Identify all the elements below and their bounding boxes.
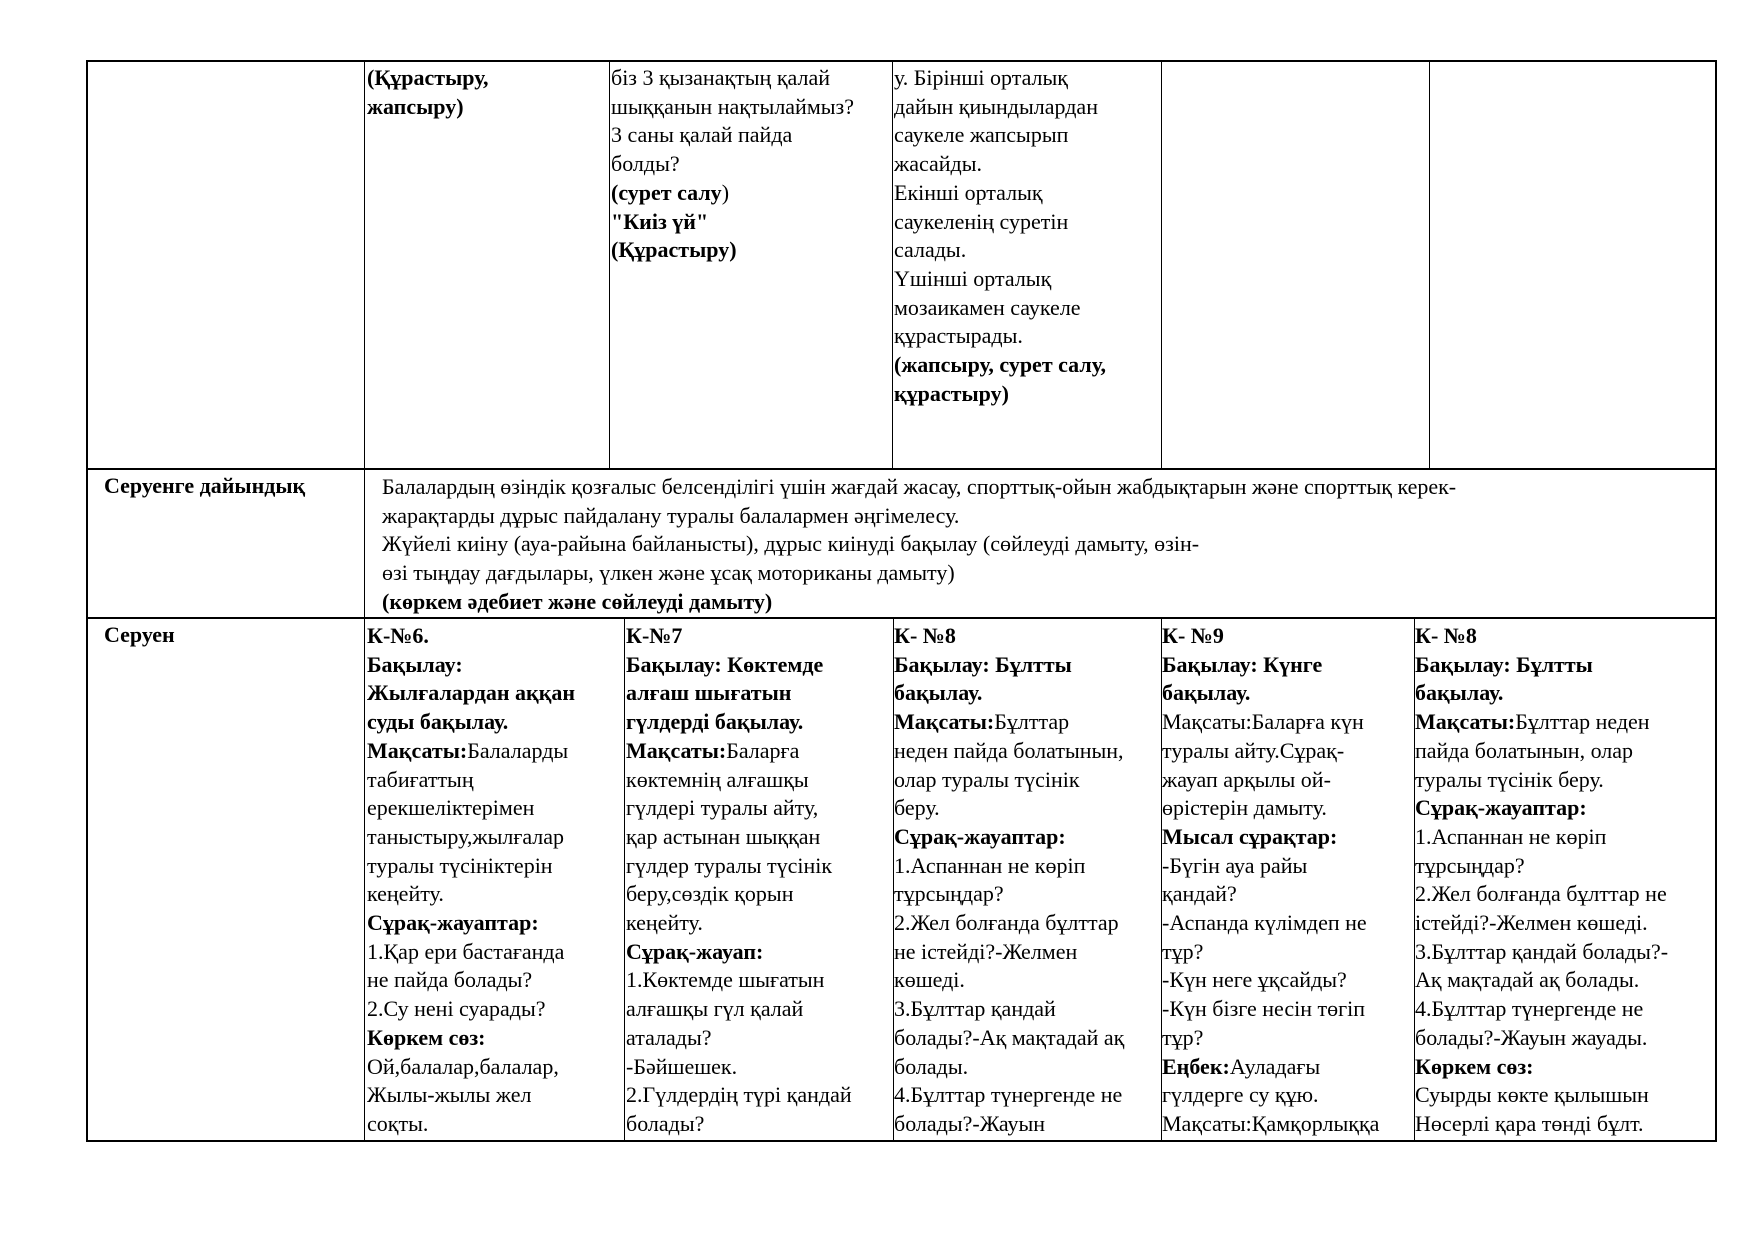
regular-text: 4.Бұлттар түнергенде не bbox=[1415, 996, 1644, 1022]
text-line bbox=[367, 93, 489, 122]
text-line bbox=[626, 766, 852, 795]
text-line bbox=[1162, 794, 1379, 823]
regular-text: у. Бірінші орталық bbox=[894, 65, 1068, 90]
regular-text: гүлдерге су құю. bbox=[1162, 1082, 1319, 1108]
regular-text: 2.Жел болғанда бұлттар не bbox=[1415, 881, 1667, 907]
bold-text: Сұрақ-жауаптар: bbox=[367, 910, 539, 936]
text-line bbox=[894, 93, 1106, 122]
regular-text: өзі тыңдау дағдылары, үлкен және ұсақ моториканы дамыту) bbox=[382, 560, 955, 586]
regular-text: кеңейту. bbox=[367, 881, 444, 907]
regular-text: 1.Көктемде шығатын bbox=[626, 967, 825, 993]
text-line bbox=[1415, 1110, 1668, 1139]
text-line bbox=[894, 880, 1124, 909]
top-cell-2 bbox=[611, 64, 854, 265]
text-line bbox=[367, 1024, 575, 1053]
regular-text: 2.Гүлдердің түрі қандай bbox=[626, 1082, 852, 1108]
regular-text: 3 саны қалай пайда bbox=[611, 122, 793, 148]
text-line bbox=[894, 651, 1124, 680]
text-line bbox=[626, 938, 852, 967]
bold-text: құрастыру) bbox=[894, 380, 1009, 406]
regular-text: Бұлттар неден bbox=[1515, 709, 1650, 735]
regular-text: Баларға bbox=[726, 737, 800, 763]
text-line bbox=[1415, 737, 1668, 766]
bold-text: (Құрастыру, bbox=[367, 65, 489, 90]
text-line bbox=[626, 651, 852, 680]
text-line bbox=[611, 208, 854, 237]
bold-text: Сұрақ-жауаптар: bbox=[1415, 795, 1587, 821]
text-line bbox=[367, 909, 575, 938]
text-line bbox=[1415, 651, 1668, 680]
text-line bbox=[626, 1081, 852, 1110]
text-line bbox=[367, 938, 575, 967]
text-line bbox=[1415, 995, 1668, 1024]
text-line bbox=[1162, 1053, 1379, 1082]
regular-text: Ой,балалар,балалар, bbox=[367, 1053, 559, 1079]
text-line bbox=[626, 909, 852, 938]
bold-text: Еңбек: bbox=[1162, 1053, 1230, 1079]
regular-text: болады. bbox=[894, 1053, 969, 1079]
bold-text: Көркем сөз: bbox=[367, 1024, 486, 1050]
bold-text: гүлдерді бақылау. bbox=[626, 709, 804, 735]
walk-row-label: Серуен bbox=[104, 622, 175, 647]
text-line bbox=[894, 236, 1106, 265]
regular-text: Үшінші орталық bbox=[894, 265, 1052, 291]
text-line bbox=[367, 679, 575, 708]
text-line bbox=[611, 179, 854, 208]
bold-text: Мақсаты: bbox=[626, 737, 727, 763]
text-line bbox=[611, 93, 854, 122]
text-line bbox=[894, 679, 1124, 708]
regular-text: Жылы-жылы жел bbox=[367, 1082, 532, 1108]
regular-text: -Аспанда күлімдеп не bbox=[1162, 910, 1367, 936]
regular-text: істейді?-Желмен көшеді. bbox=[1415, 910, 1648, 936]
regular-text: -Бүгін ауа райы bbox=[1162, 852, 1308, 878]
regular-text: кеңейту. bbox=[626, 910, 703, 936]
text-line bbox=[367, 1081, 575, 1110]
bold-text: бақылау. bbox=[1415, 680, 1504, 706]
bold-text: Сұрақ-жауап: bbox=[626, 938, 764, 964]
regular-text: 3.Бұлттар қандай болады?- bbox=[1415, 938, 1669, 964]
regular-text: жауап арқылы ой- bbox=[1162, 766, 1331, 792]
text-line bbox=[1162, 880, 1379, 909]
text-line bbox=[1415, 622, 1668, 651]
table-border-right bbox=[1715, 60, 1717, 1142]
text-line bbox=[382, 530, 1456, 559]
bold-text: (көркем әдебиет және сөйлеуді дамыту) bbox=[382, 588, 773, 614]
text-line bbox=[894, 852, 1124, 881]
regular-text: ) bbox=[721, 179, 730, 205]
regular-text: туралы түсініктерін bbox=[367, 852, 553, 878]
regular-text: гүлдер туралы түсінік bbox=[626, 852, 833, 878]
regular-text: қар астынан шыққан bbox=[626, 823, 821, 849]
regular-text: Балалардың өзіндік қозғалыс белсенділігі үшін жағдай жасау, спорттық-ойын жабдықтарын және спорттық керек- bbox=[382, 474, 1457, 499]
text-line bbox=[382, 473, 1456, 502]
regular-text: табиғаттың bbox=[367, 766, 474, 792]
regular-text: тұрсыңдар? bbox=[894, 881, 1004, 907]
regular-text: Балаларды bbox=[467, 737, 569, 763]
top-cell-1 bbox=[367, 64, 489, 121]
text-line bbox=[1415, 1024, 1668, 1053]
text-line bbox=[894, 351, 1106, 380]
text-line bbox=[367, 737, 575, 766]
text-line bbox=[626, 852, 852, 881]
text-line bbox=[894, 938, 1124, 967]
regular-text: туралы түсінік беру. bbox=[1415, 766, 1604, 792]
text-line bbox=[1162, 679, 1379, 708]
text-line bbox=[1415, 1053, 1668, 1082]
text-line bbox=[367, 794, 575, 823]
regular-text: саукеленің суретін bbox=[894, 208, 1069, 234]
text-line bbox=[626, 794, 852, 823]
text-line bbox=[611, 236, 854, 265]
regular-text: жарақтарды дұрыс пайдалану туралы балалармен әңгімелесу. bbox=[382, 502, 960, 528]
text-line bbox=[367, 622, 575, 651]
text-line bbox=[1415, 938, 1668, 967]
table-border-top bbox=[86, 60, 1717, 62]
regular-text: тұр? bbox=[1162, 1024, 1204, 1050]
bold-text: Бақылау: Күнге bbox=[1162, 651, 1323, 677]
text-line bbox=[382, 502, 1456, 531]
top-col-divider-1 bbox=[609, 60, 610, 468]
text-line bbox=[367, 852, 575, 881]
text-line bbox=[894, 121, 1106, 150]
text-line bbox=[382, 559, 1456, 588]
regular-text: таныстыру,жылғалар bbox=[367, 823, 565, 849]
text-line bbox=[367, 766, 575, 795]
prep-row-text bbox=[382, 473, 1456, 617]
text-line bbox=[894, 265, 1106, 294]
top-col-divider-4 bbox=[1429, 60, 1430, 468]
text-line bbox=[626, 823, 852, 852]
top-col-divider-3 bbox=[1161, 60, 1162, 468]
table-border-bottom bbox=[86, 1140, 1717, 1142]
text-line bbox=[1415, 766, 1668, 795]
regular-text: Бұлттар bbox=[994, 709, 1070, 735]
text-line bbox=[894, 737, 1124, 766]
regular-text: біз 3 қызанақтың қалай bbox=[611, 65, 830, 90]
regular-text: өрістерін дамыту. bbox=[1162, 795, 1327, 821]
top-cell-3 bbox=[894, 64, 1106, 408]
bold-text: Мысал сұрақтар: bbox=[1162, 823, 1338, 849]
text-line bbox=[894, 322, 1106, 351]
bold-text: Мақсаты: bbox=[894, 709, 995, 735]
regular-text: салады. bbox=[894, 237, 967, 263]
walk-cell-2 bbox=[626, 622, 852, 1139]
bold-text: Жылғалардан аққан bbox=[367, 680, 576, 706]
regular-text: -Бәйшешек. bbox=[626, 1053, 738, 1079]
top-col-divider-2 bbox=[892, 60, 893, 468]
regular-text: пайда болатынын, олар bbox=[1415, 737, 1634, 763]
bold-text: алғаш шығатын bbox=[626, 680, 792, 706]
regular-text: шыққанын нақтылаймыз? bbox=[611, 93, 854, 119]
text-line bbox=[367, 823, 575, 852]
label-column-divider bbox=[364, 60, 365, 1142]
regular-text: беру,сөздік қорын bbox=[626, 881, 794, 907]
bold-text: "Киіз үй" bbox=[611, 208, 709, 234]
regular-text: -Күн неге ұқсайды? bbox=[1162, 967, 1347, 993]
text-line bbox=[1162, 622, 1379, 651]
text-line bbox=[1162, 1024, 1379, 1053]
text-line bbox=[626, 1110, 852, 1139]
text-line bbox=[1162, 823, 1379, 852]
text-line bbox=[894, 823, 1124, 852]
regular-text: 1.Қар ери бастағанда bbox=[367, 938, 565, 964]
text-line bbox=[894, 966, 1124, 995]
regular-text: соқты. bbox=[367, 1110, 429, 1136]
regular-text: 3.Бұлттар қандай bbox=[894, 996, 1056, 1022]
regular-text: аталады? bbox=[626, 1024, 712, 1050]
text-line bbox=[894, 179, 1106, 208]
regular-text: құрастырады. bbox=[894, 323, 1023, 349]
text-line bbox=[894, 909, 1124, 938]
text-line bbox=[894, 1081, 1124, 1110]
text-line bbox=[367, 1110, 575, 1139]
regular-text: тұрсыңдар? bbox=[1415, 852, 1525, 878]
bold-text: бақылау. bbox=[894, 680, 983, 706]
text-line bbox=[1162, 737, 1379, 766]
regular-text: алғашқы гүл қалай bbox=[626, 996, 804, 1022]
regular-text: болады?-Жауын жауады. bbox=[1415, 1024, 1648, 1050]
text-line bbox=[894, 622, 1124, 651]
bold-text: (сурет салу bbox=[611, 179, 722, 205]
text-line bbox=[894, 64, 1106, 93]
bold-text: (Құрастыру) bbox=[611, 237, 737, 263]
text-line bbox=[1162, 1110, 1379, 1139]
text-line bbox=[1162, 909, 1379, 938]
bold-text: Мақсаты: bbox=[1415, 709, 1516, 735]
walk-col-divider-1 bbox=[624, 619, 625, 1140]
text-line bbox=[1162, 995, 1379, 1024]
text-line bbox=[894, 380, 1106, 409]
bold-text: Бақылау: Бұлтты bbox=[1415, 651, 1593, 677]
regular-text: Суырды көкте қылышын bbox=[1415, 1082, 1649, 1108]
regular-text: -Күн бізге несін төгіп bbox=[1162, 996, 1366, 1022]
bold-text: (жапсыру, сурет салу, bbox=[894, 352, 1106, 378]
bold-text: Мақсаты: bbox=[367, 737, 468, 763]
regular-text: қандай? bbox=[1162, 881, 1237, 907]
bold-text: бақылау. bbox=[1162, 680, 1251, 706]
regular-text: не істейді?-Желмен bbox=[894, 938, 1078, 964]
text-line bbox=[1415, 823, 1668, 852]
text-line bbox=[611, 150, 854, 179]
regular-text: туралы айту.Сұрақ- bbox=[1162, 737, 1345, 763]
text-line bbox=[894, 294, 1106, 323]
regular-text: саукеле жапсырып bbox=[894, 122, 1069, 148]
text-line bbox=[1162, 651, 1379, 680]
bold-text: К-№7 bbox=[626, 623, 683, 648]
text-line bbox=[626, 679, 852, 708]
text-line bbox=[1415, 1081, 1668, 1110]
regular-text: тұр? bbox=[1162, 938, 1204, 964]
text-line bbox=[1162, 708, 1379, 737]
text-line bbox=[611, 121, 854, 150]
regular-text: көктемнің алғашқы bbox=[626, 766, 809, 792]
text-line bbox=[1415, 852, 1668, 881]
text-line bbox=[626, 880, 852, 909]
walk-cell-1 bbox=[367, 622, 575, 1139]
bold-text: К- №8 bbox=[1415, 623, 1477, 648]
regular-text: беру. bbox=[894, 795, 940, 821]
regular-text: 1.Аспаннан не көріп bbox=[894, 852, 1086, 878]
regular-text: Нөсерлі қара төнді бұлт. bbox=[1415, 1110, 1644, 1136]
regular-text: неден пайда болатынын, bbox=[894, 737, 1124, 763]
bold-text: К-№6. bbox=[367, 623, 429, 648]
text-line bbox=[894, 208, 1106, 237]
text-line bbox=[894, 1053, 1124, 1082]
regular-text: Екінші орталық bbox=[894, 179, 1043, 205]
bold-text: К- №8 bbox=[894, 623, 956, 648]
text-line bbox=[626, 708, 852, 737]
text-line bbox=[626, 1024, 852, 1053]
row-divider-2 bbox=[86, 617, 1717, 619]
regular-text: Ауладағы bbox=[1229, 1053, 1321, 1079]
regular-text: Мақсаты:Қамқорлыққа bbox=[1162, 1110, 1380, 1136]
text-line bbox=[367, 64, 489, 93]
regular-text: Жүйелі киіну (ауа-райына байланысты), дұрыс киінуді бақылау (сөйлеуді дамыту, өзін- bbox=[382, 531, 1200, 557]
text-line bbox=[894, 1110, 1124, 1139]
regular-text: жасайды. bbox=[894, 151, 983, 177]
text-line bbox=[1415, 794, 1668, 823]
row-divider-1 bbox=[86, 468, 1717, 470]
regular-text: болады?-Жауын bbox=[894, 1110, 1046, 1136]
text-line bbox=[894, 708, 1124, 737]
bold-text: Бақылау: Көктемде bbox=[626, 651, 824, 677]
text-line bbox=[367, 880, 575, 909]
regular-text: Мақсаты:Баларға күн bbox=[1162, 709, 1364, 735]
text-line bbox=[626, 966, 852, 995]
text-line bbox=[626, 622, 852, 651]
text-line bbox=[1162, 1081, 1379, 1110]
text-line bbox=[367, 966, 575, 995]
text-line bbox=[1162, 852, 1379, 881]
text-line bbox=[1415, 909, 1668, 938]
regular-text: 1.Аспаннан не көріп bbox=[1415, 823, 1607, 849]
regular-text: мозаикамен саукеле bbox=[894, 294, 1081, 320]
text-line bbox=[611, 64, 854, 93]
bold-text: Көркем сөз: bbox=[1415, 1053, 1534, 1079]
regular-text: ерекшеліктерімен bbox=[367, 795, 535, 821]
text-line bbox=[894, 995, 1124, 1024]
text-line bbox=[894, 150, 1106, 179]
regular-text: 4.Бұлттар түнергенде не bbox=[894, 1082, 1123, 1108]
bold-text: Бақылау: bbox=[367, 651, 463, 677]
text-line bbox=[626, 995, 852, 1024]
regular-text: гүлдері туралы айту, bbox=[626, 795, 819, 821]
text-line bbox=[1415, 966, 1668, 995]
text-line bbox=[1415, 880, 1668, 909]
regular-text: болады? bbox=[626, 1110, 705, 1136]
walk-cell-4 bbox=[1162, 622, 1379, 1139]
bold-text: К- №9 bbox=[1162, 623, 1224, 648]
text-line bbox=[1415, 679, 1668, 708]
walk-cell-3 bbox=[894, 622, 1124, 1139]
table-border-left bbox=[86, 60, 88, 1142]
bold-text: суды бақылау. bbox=[367, 709, 509, 735]
regular-text: болады?-Ақ мақтадай ақ bbox=[894, 1024, 1125, 1050]
text-line bbox=[894, 766, 1124, 795]
text-line bbox=[1162, 766, 1379, 795]
regular-text: болды? bbox=[611, 151, 680, 177]
regular-text: көшеді. bbox=[894, 967, 965, 993]
bold-text: Бақылау: Бұлтты bbox=[894, 651, 1072, 677]
text-line bbox=[1162, 966, 1379, 995]
walk-cell-5 bbox=[1415, 622, 1668, 1139]
bold-text: Сұрақ-жауаптар: bbox=[894, 823, 1066, 849]
text-line bbox=[367, 708, 575, 737]
prep-row-label: Серуенге дайындық bbox=[104, 473, 306, 498]
regular-text: дайын қиындылардан bbox=[894, 93, 1098, 119]
regular-text: 2.Жел болғанда бұлттар bbox=[894, 910, 1119, 936]
text-line bbox=[382, 588, 1456, 617]
text-line bbox=[1415, 708, 1668, 737]
text-line bbox=[367, 995, 575, 1024]
text-line bbox=[1162, 938, 1379, 967]
text-line bbox=[367, 1053, 575, 1082]
bold-text: жапсыру) bbox=[367, 93, 464, 119]
text-line bbox=[894, 794, 1124, 823]
regular-text: не пайда болады? bbox=[367, 967, 533, 993]
text-line bbox=[367, 651, 575, 680]
regular-text: олар туралы түсінік bbox=[894, 766, 1080, 792]
text-line bbox=[626, 737, 852, 766]
text-line bbox=[626, 1053, 852, 1082]
regular-text: 2.Су нені суарады? bbox=[367, 996, 546, 1022]
regular-text: Ақ мақтадай ақ болады. bbox=[1415, 967, 1640, 993]
text-line bbox=[894, 1024, 1124, 1053]
